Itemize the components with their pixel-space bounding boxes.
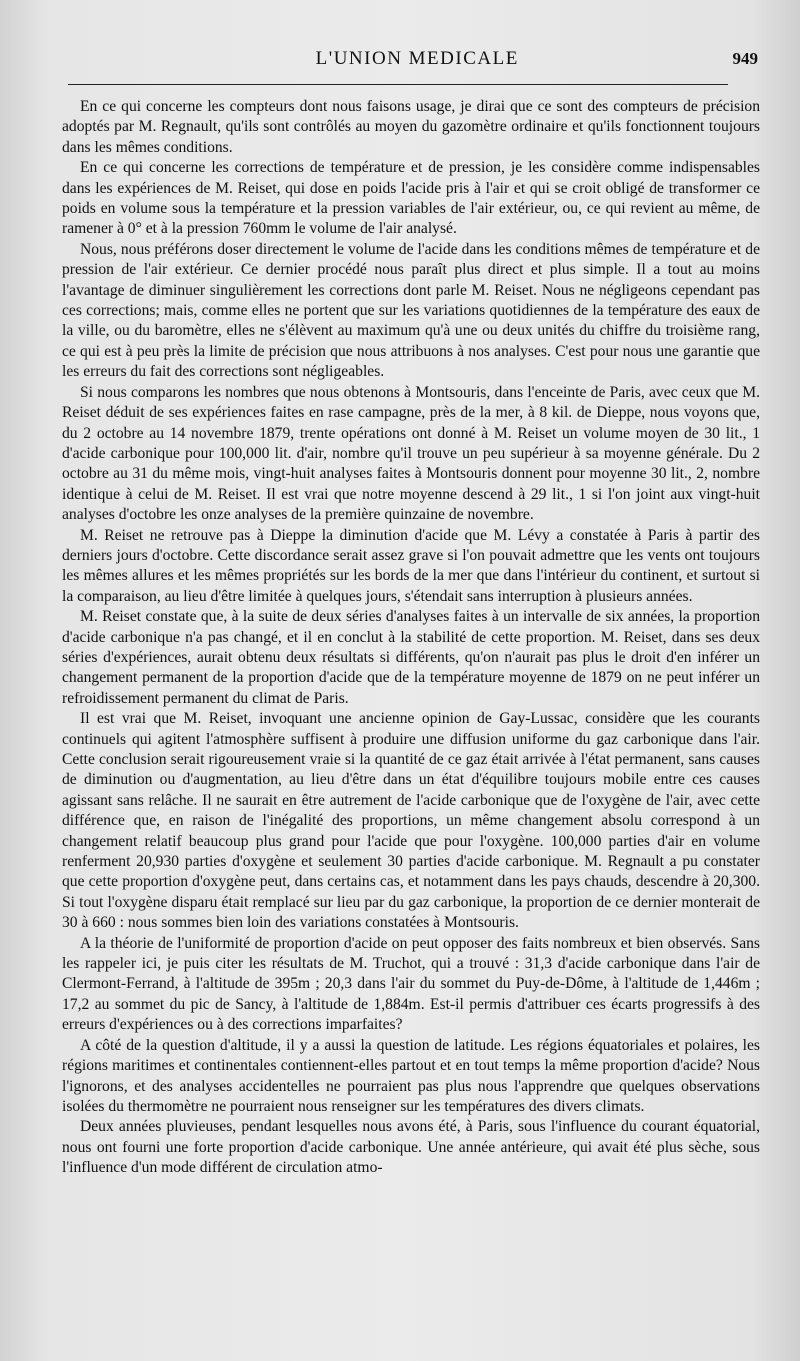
page-number: 949 <box>732 49 758 68</box>
paragraph-compteurs: En ce qui concerne les compteurs dont nous faisons usage, je dirai que ce sont des compteurs de précision adoptés par M. Regnault, qu'ils sont contrôlés au moyen du gazomètre ordinaire et qu'ils fonctionnent toujours dans les mêmes conditions. <box>62 98 760 156</box>
paragraph-gay-lussac: Il est vrai que M. Reiset, invoquant une ancienne opinion de Gay-Lussac, considère que les courants continuels qui agitent l'atmosphère suffisent à produire une diffusion uniforme du gaz carbonique dans l'air. Cette conclusion serait rigoureusement vraie si la quantité de ce gaz était arrivée à l'état permanent, sans causes de diminution ou d'augmentation, au lieu d'être dans un état d'équilibre toujours mobile entre ces causes agissant sans relâche. Il ne saurait en être autrement de l'acide carbonique que de l'oxygène de l'air, avec cette différence que, en raison de l'inégalité des proportions, un même changement absolu correspond à un changement relatif beaucoup plus grand pour l'acide que pour l'oxygène. 100,000 parties d'air en volume renferment 20,930 parties d'oxygène et seulement 30 parties d'acide carbonique. M. Regnault a pu constater que cette proportion d'oxygène peut, dans certains cas, et notamment dans les pays chauds, descendre à 20,300. Si tout l'oxygène disparu était remplacé sur lieu par du gaz carbonique, la proportion de ce dernier monterait de 30 à 660 : nous sommes bien loin des variations constatées à Montsouris. <box>62 710 760 932</box>
paragraph-altitude: A la théorie de l'uniformité de proportion d'acide on peut opposer des faits nombreux et bien observés. Sans les rappeler ici, je puis citer les résultats de M. Truchot, qui a trouvé : 31,3 d'acide carbonique dans l'air de Clermont-Ferrand, à l'altitude de 395m ; 20,3 dans l'air du sommet du Puy-de-Dôme, à l'altitude de 1,446m ; 17,2 au sommet du pic de Sancy, à l'altitude de 1,884m. Est-il permis d'attribuer ces écarts progressifs à des erreurs d'expériences ou à des corrections imparfaites? <box>62 934 760 1034</box>
paragraph-dosage-direct: Nous, nous préférons doser directement le volume de l'acide dans les conditions mêmes de température et de pression de l'air extérieur. Ce dernier procédé nous paraît plus direct et plus simple. Il a tout au moins l'avantage de diminuer singulièrement les corrections dont parle M. Reiset. Nous ne négligeons cependant pas ces corrections; mais, comme elles ne portent que sur les variations quotidiennes de la température des eaux de la ville, ou du baromètre, elles ne s'élèvent au maximum qu'à une ou deux unités du chiffre du troisième rang, ce qui est à peu près la limite de précision que nous attribuons à nos analyses. C'est pour nous une garantie que les erreurs du fait des corrections sont négligeables. <box>62 240 760 381</box>
paragraph-corrections: En ce qui concerne les corrections de température et de pression, je les considère comme indispensables dans les expériences de M. Reiset, qui dose en poids l'acide pris à l'air et qui se croit obligé de transformer ce poids en volume sous la température et la pression variables de l'air extérieur, ou, ce qui revient au même, de ramener à 0° et à la pression 760mm le volume de l'air analysé. <box>62 159 760 238</box>
paragraph-comparaison-montsouris: Si nous comparons les nombres que nous obtenons à Montsouris, dans l'enceinte de Paris, avec ceux que M. Reiset déduit de ses expériences faites en rase campagne, près de la mer, à 8 kil. de Dieppe, nous voyons que, du 2 octobre au 14 novembre 1879, trente opérations ont donné à M. Reiset un volume moyen de 30 lit., 1 d'acide carbonique pour 100,000 lit. d'air, nombre qu'il trouve un peu supérieur à sa moyenne générale. Du 2 octobre au 31 du même mois, vingt-huit analyses faites à Montsouris donnent pour moyenne 30 lit., 2, nombre identique à celui de M. Reiset. Il est vrai que notre moyenne descend à 29 lit., 1 si l'on joint aux vingt-huit analyses d'octobre les onze analyses de la première quinzaine de novembre. <box>62 383 760 524</box>
paragraph-annees-pluvieuses: Deux années pluvieuses, pendant lesquelles nous avons été, à Paris, sous l'influence du courant équatorial, nous ont fourni une forte proportion d'acide carbonique. Une année antérieure, qui avait été plus sèche, sous l'influence d'un mode différent de circulation atmo- <box>62 1118 760 1177</box>
header-rule <box>68 84 728 85</box>
running-title: L'UNION MEDICALE <box>315 48 519 69</box>
article-body <box>62 97 760 1179</box>
paragraph-latitude: A côté de la question d'altitude, il y a aussi la question de latitude. Les régions équatoriales et polaires, les régions maritimes et continentales contiennent-elles partout et en tout temps la même proportion d'acide? Nous l'ignorons, et des analyses accidentelles ne pourraient pas plus nous l'apprendre que quelques observations isolées du thermomètre ne pourraient nous renseigner sur les températures des divers climats. <box>62 1036 760 1115</box>
page-header <box>62 48 760 76</box>
paragraph-stabilite: M. Reiset constate que, à la suite de deux séries d'analyses faites à un intervalle de six années, la proportion d'acide carbonique n'a pas changé, et il en conclut à la stabilité de cette proportion. M. Reiset, dans ses deux séries d'expériences, aurait obtenu deux résultats si différents, qu'on n'aurait pas plus le droit d'en inférer un changement permanent de la proportion d'acide que de la température moyenne de 1879 on ne peut inférer un refroidissement permanent du climat de Paris. <box>62 608 760 707</box>
paragraph-dieppe: M. Reiset ne retrouve pas à Dieppe la diminution d'acide que M. Lévy a constatée à Paris à partir des derniers jours d'octobre. Cette discordance serait assez grave si l'on pouvait admettre que les vents ont toujours les mêmes allures et les mêmes propriétés sur les bords de la mer que dans l'intérieur du continent, et surtout si la comparaison, au lieu d'être limitée à quelques jours, s'étendait sans interruption à plusieurs années. <box>62 526 760 605</box>
